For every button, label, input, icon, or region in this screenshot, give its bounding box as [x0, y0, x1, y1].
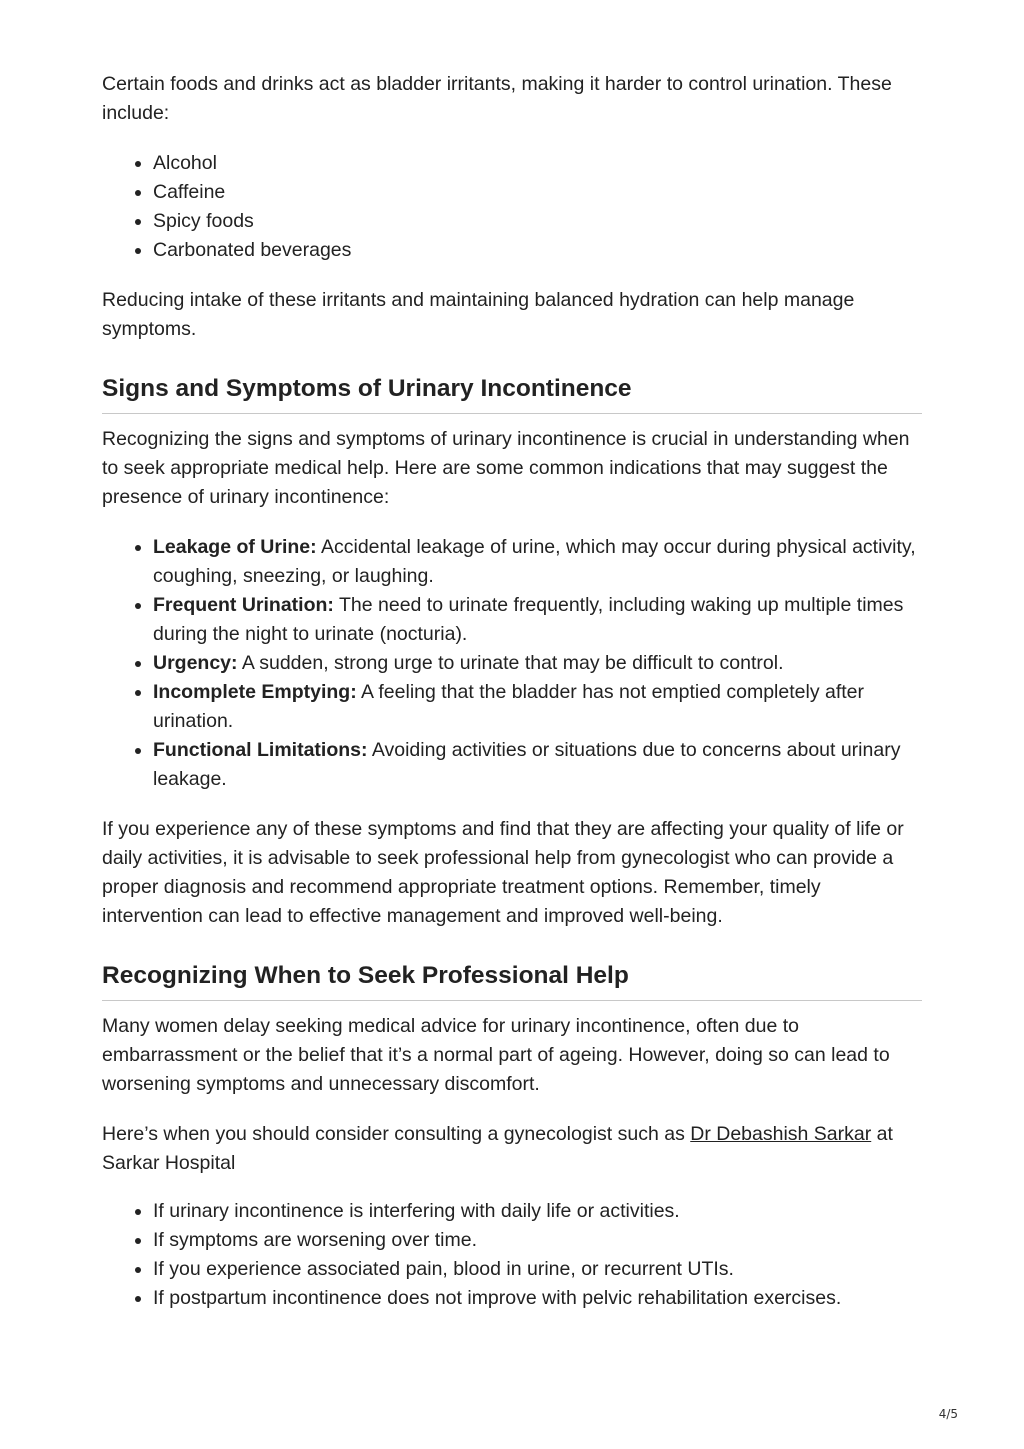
- list-item: • If symptoms are worsening over time.: [153, 1226, 922, 1255]
- list-item: • Carbonated beverages: [153, 236, 922, 265]
- consult-text: Here’s when you should consider consulting a gynecologist such as: [102, 1123, 691, 1145]
- intro-paragraph: Certain foods and drinks act as bladder irritants, making it harder to control urination. These include:: [102, 73, 892, 124]
- list-item-desc: Accidental leakage of urine, which may occur during physical activity, coughing, sneezing, or laughing.: [153, 536, 916, 587]
- signs-list: [102, 533, 922, 794]
- list-item-term: Urgency:: [153, 652, 238, 674]
- list-item-term: Functional Limitations:: [153, 739, 368, 761]
- doctor-link[interactable]: Dr Debashish Sarkar: [690, 1123, 872, 1145]
- list-item-desc: A sudden, strong urge to urinate that may be difficult to control.: [237, 652, 784, 674]
- list-item-desc: The need to urinate frequently, including waking up multiple times during the night to urinate (nocturia).: [153, 594, 904, 645]
- signs-closing-paragraph: If you experience any of these symptoms and find that they are affecting your quality of life or daily activities, it is advisable to seek professional help from gynecologist who can provide a proper diagnosis and recommend appropriate treatment options. Remember, timely intervention can lead to effective management and improved well-being.: [102, 818, 904, 927]
- list-item-term: Frequent Urination:: [153, 594, 334, 616]
- help-paragraph: Many women delay seeking medical advice for urinary incontinence, often due to embarrassment or the belief that it’s a normal part of ageing. However, doing so can lead to worsening symptoms and unnecessary discomfort.: [102, 1015, 890, 1095]
- list-item: • If you experience associated pain, blood in urine, or recurrent UTIs.: [153, 1255, 922, 1284]
- list-item: [153, 736, 922, 794]
- signs-paragraph: Recognizing the signs and symptoms of urinary incontinence is crucial in understanding when to seek appropriate medical help. Here are some common indications that may suggest the presence of urinary incontinence:: [102, 428, 910, 508]
- list-item: • Caffeine: [153, 178, 922, 207]
- consult-text-after: at Sarkar Hospital: [102, 1123, 893, 1174]
- list-item: [153, 649, 922, 678]
- signs-heading: Signs and Symptoms of Urinary Incontinence: [102, 373, 922, 414]
- intro-closing-paragraph: Reducing intake of these irritants and maintaining balanced hydration can help manage symptoms.: [102, 289, 855, 340]
- consult-paragraph: [102, 1120, 922, 1178]
- list-item-term: Leakage of Urine:: [153, 536, 317, 558]
- list-item: [153, 533, 922, 591]
- list-item: • If postpartum incontinence does not improve with pelvic rehabilitation exercises.: [153, 1284, 922, 1313]
- list-item: • Alcohol: [153, 149, 922, 178]
- list-item-desc: Avoiding activities or situations due to concerns about urinary leakage.: [153, 739, 901, 790]
- page-number: 4/5: [938, 1407, 958, 1421]
- list-item-term: Incomplete Emptying:: [153, 681, 357, 703]
- list-item: • If urinary incontinence is interfering with daily life or activities.: [153, 1197, 922, 1226]
- list-item: • Spicy foods: [153, 207, 922, 236]
- help-heading: Recognizing When to Seek Professional Help: [102, 960, 922, 1001]
- list-item: [153, 678, 922, 736]
- list-item-desc: A feeling that the bladder has not emptied completely after urination.: [153, 681, 865, 732]
- article-body: [102, 70, 922, 1313]
- help-list: [102, 1197, 922, 1313]
- irritants-list: [102, 149, 922, 265]
- list-item: [153, 591, 922, 649]
